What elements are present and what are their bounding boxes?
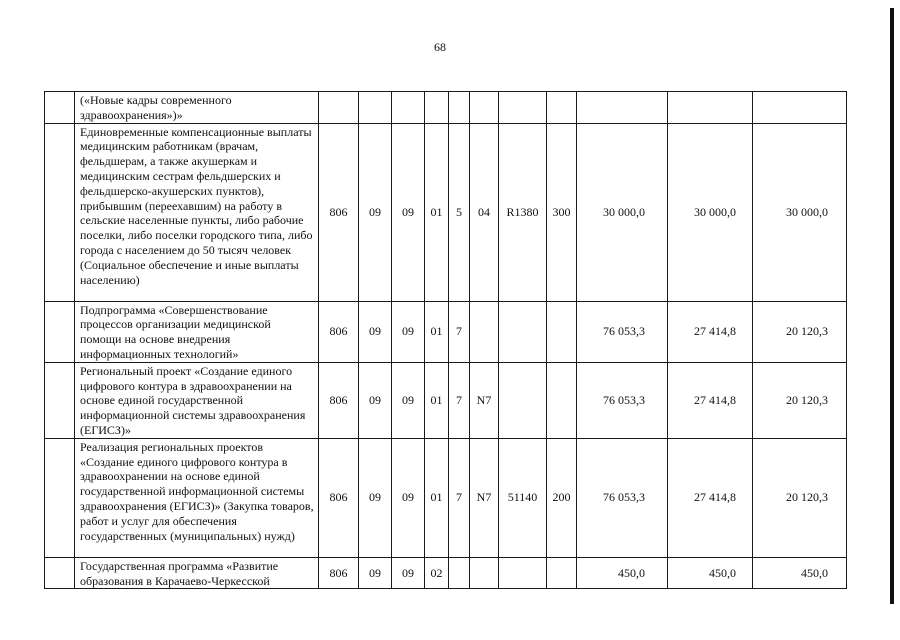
blank-cell [45, 301, 75, 362]
amount-year-1: 450,0 [577, 557, 668, 589]
table-row [45, 123, 847, 301]
amount-year-1: 76 053,3 [577, 301, 668, 362]
program-code-cell [425, 92, 449, 124]
program-code-cell: 01 [425, 362, 449, 438]
program-code-cell: 01 [425, 123, 449, 301]
row-name: Подпрограмма «Совершенствование процессов организации медицинской помощи на основе внедрения информационных технологий» [75, 301, 319, 362]
amount-year-3: 450,0 [753, 557, 847, 589]
rz-cell: 09 [359, 362, 392, 438]
vr-cell [547, 301, 577, 362]
project-code-cell [470, 557, 499, 589]
pr-cell: 09 [392, 362, 425, 438]
gr-cell: 806 [319, 123, 359, 301]
program-code-cell: 01 [425, 301, 449, 362]
pr-cell: 09 [392, 301, 425, 362]
gr-cell [319, 92, 359, 124]
direction-code-cell: 51140 [499, 438, 547, 557]
amount-year-3 [753, 92, 847, 124]
amount-year-3: 30 000,0 [753, 123, 847, 301]
amount-year-3: 20 120,3 [753, 301, 847, 362]
gr-cell: 806 [319, 301, 359, 362]
subprogram-code-cell: 5 [449, 123, 470, 301]
subprogram-code-cell: 7 [449, 438, 470, 557]
direction-code-cell [499, 92, 547, 124]
amount-year-2 [668, 92, 753, 124]
gr-cell: 806 [319, 557, 359, 589]
row-name: Государственная программа «Развитие образования в Карачаево-Черкесской [75, 557, 319, 589]
program-code-cell: 02 [425, 557, 449, 589]
subprogram-code-cell: 7 [449, 362, 470, 438]
blank-cell [45, 557, 75, 589]
direction-code-cell [499, 301, 547, 362]
project-code-cell: N7 [470, 438, 499, 557]
row-name: («Новые кадры современного здравоохранения»)» [75, 92, 319, 124]
vr-cell: 300 [547, 123, 577, 301]
scan-edge-line [890, 8, 894, 604]
pr-cell: 09 [392, 557, 425, 589]
table-row [45, 362, 847, 438]
amount-year-1 [577, 92, 668, 124]
project-code-cell [470, 301, 499, 362]
rz-cell: 09 [359, 438, 392, 557]
page-number: 68 [434, 40, 446, 54]
blank-cell [45, 362, 75, 438]
direction-code-cell [499, 557, 547, 589]
project-code-cell: 04 [470, 123, 499, 301]
amount-year-1: 30 000,0 [577, 123, 668, 301]
amount-year-2: 27 414,8 [668, 362, 753, 438]
project-code-cell [470, 92, 499, 124]
table-row [45, 557, 847, 589]
blank-cell [45, 123, 75, 301]
amount-year-2: 27 414,8 [668, 301, 753, 362]
pr-cell [392, 92, 425, 124]
amount-year-3: 20 120,3 [753, 438, 847, 557]
budget-table [44, 91, 847, 589]
table-row [45, 301, 847, 362]
table-row [45, 92, 847, 124]
rz-cell: 09 [359, 557, 392, 589]
vr-cell [547, 362, 577, 438]
amount-year-1: 76 053,3 [577, 438, 668, 557]
vr-cell: 200 [547, 438, 577, 557]
direction-code-cell: R1380 [499, 123, 547, 301]
blank-cell [45, 92, 75, 124]
blank-cell [45, 438, 75, 557]
amount-year-2: 450,0 [668, 557, 753, 589]
vr-cell [547, 92, 577, 124]
rz-cell [359, 92, 392, 124]
row-name: Региональный проект «Создание единого цифрового контура в здравоохранении на основе единой государственной информационной системы здравоохранения (ЕГИСЗ)» [75, 362, 319, 438]
amount-year-2: 30 000,0 [668, 123, 753, 301]
subprogram-code-cell [449, 557, 470, 589]
amount-year-3: 20 120,3 [753, 362, 847, 438]
rz-cell: 09 [359, 123, 392, 301]
direction-code-cell [499, 362, 547, 438]
project-code-cell: N7 [470, 362, 499, 438]
subprogram-code-cell [449, 92, 470, 124]
vr-cell [547, 557, 577, 589]
subprogram-code-cell: 7 [449, 301, 470, 362]
gr-cell: 806 [319, 438, 359, 557]
row-name: Единовременные компенсационные выплаты медицинским работникам (врачам, фельдшерам, а также акушеркам и медицинским сестрам фельдшерских и фельдшерско-акушерских пунктов), прибывшим (переехавшим) на работу в сельские населенные пункты, либо рабочие поселки, либо поселки городского типа, либо города с населением до 50 тысяч человек (Социальное обеспечение и иные выплаты населению) [75, 123, 319, 301]
amount-year-2: 27 414,8 [668, 438, 753, 557]
pr-cell: 09 [392, 123, 425, 301]
program-code-cell: 01 [425, 438, 449, 557]
rz-cell: 09 [359, 301, 392, 362]
pr-cell: 09 [392, 438, 425, 557]
table-row [45, 438, 847, 557]
amount-year-1: 76 053,3 [577, 362, 668, 438]
row-name: Реализация региональных проектов «Создание единого цифрового контура в здравоохранении на основе единой государственной информационной системы здравоохранения (ЕГИСЗ)» (Закупка товаров, работ и услуг для обеспечения государственных (муниципальных) нужд) [75, 438, 319, 557]
gr-cell: 806 [319, 362, 359, 438]
